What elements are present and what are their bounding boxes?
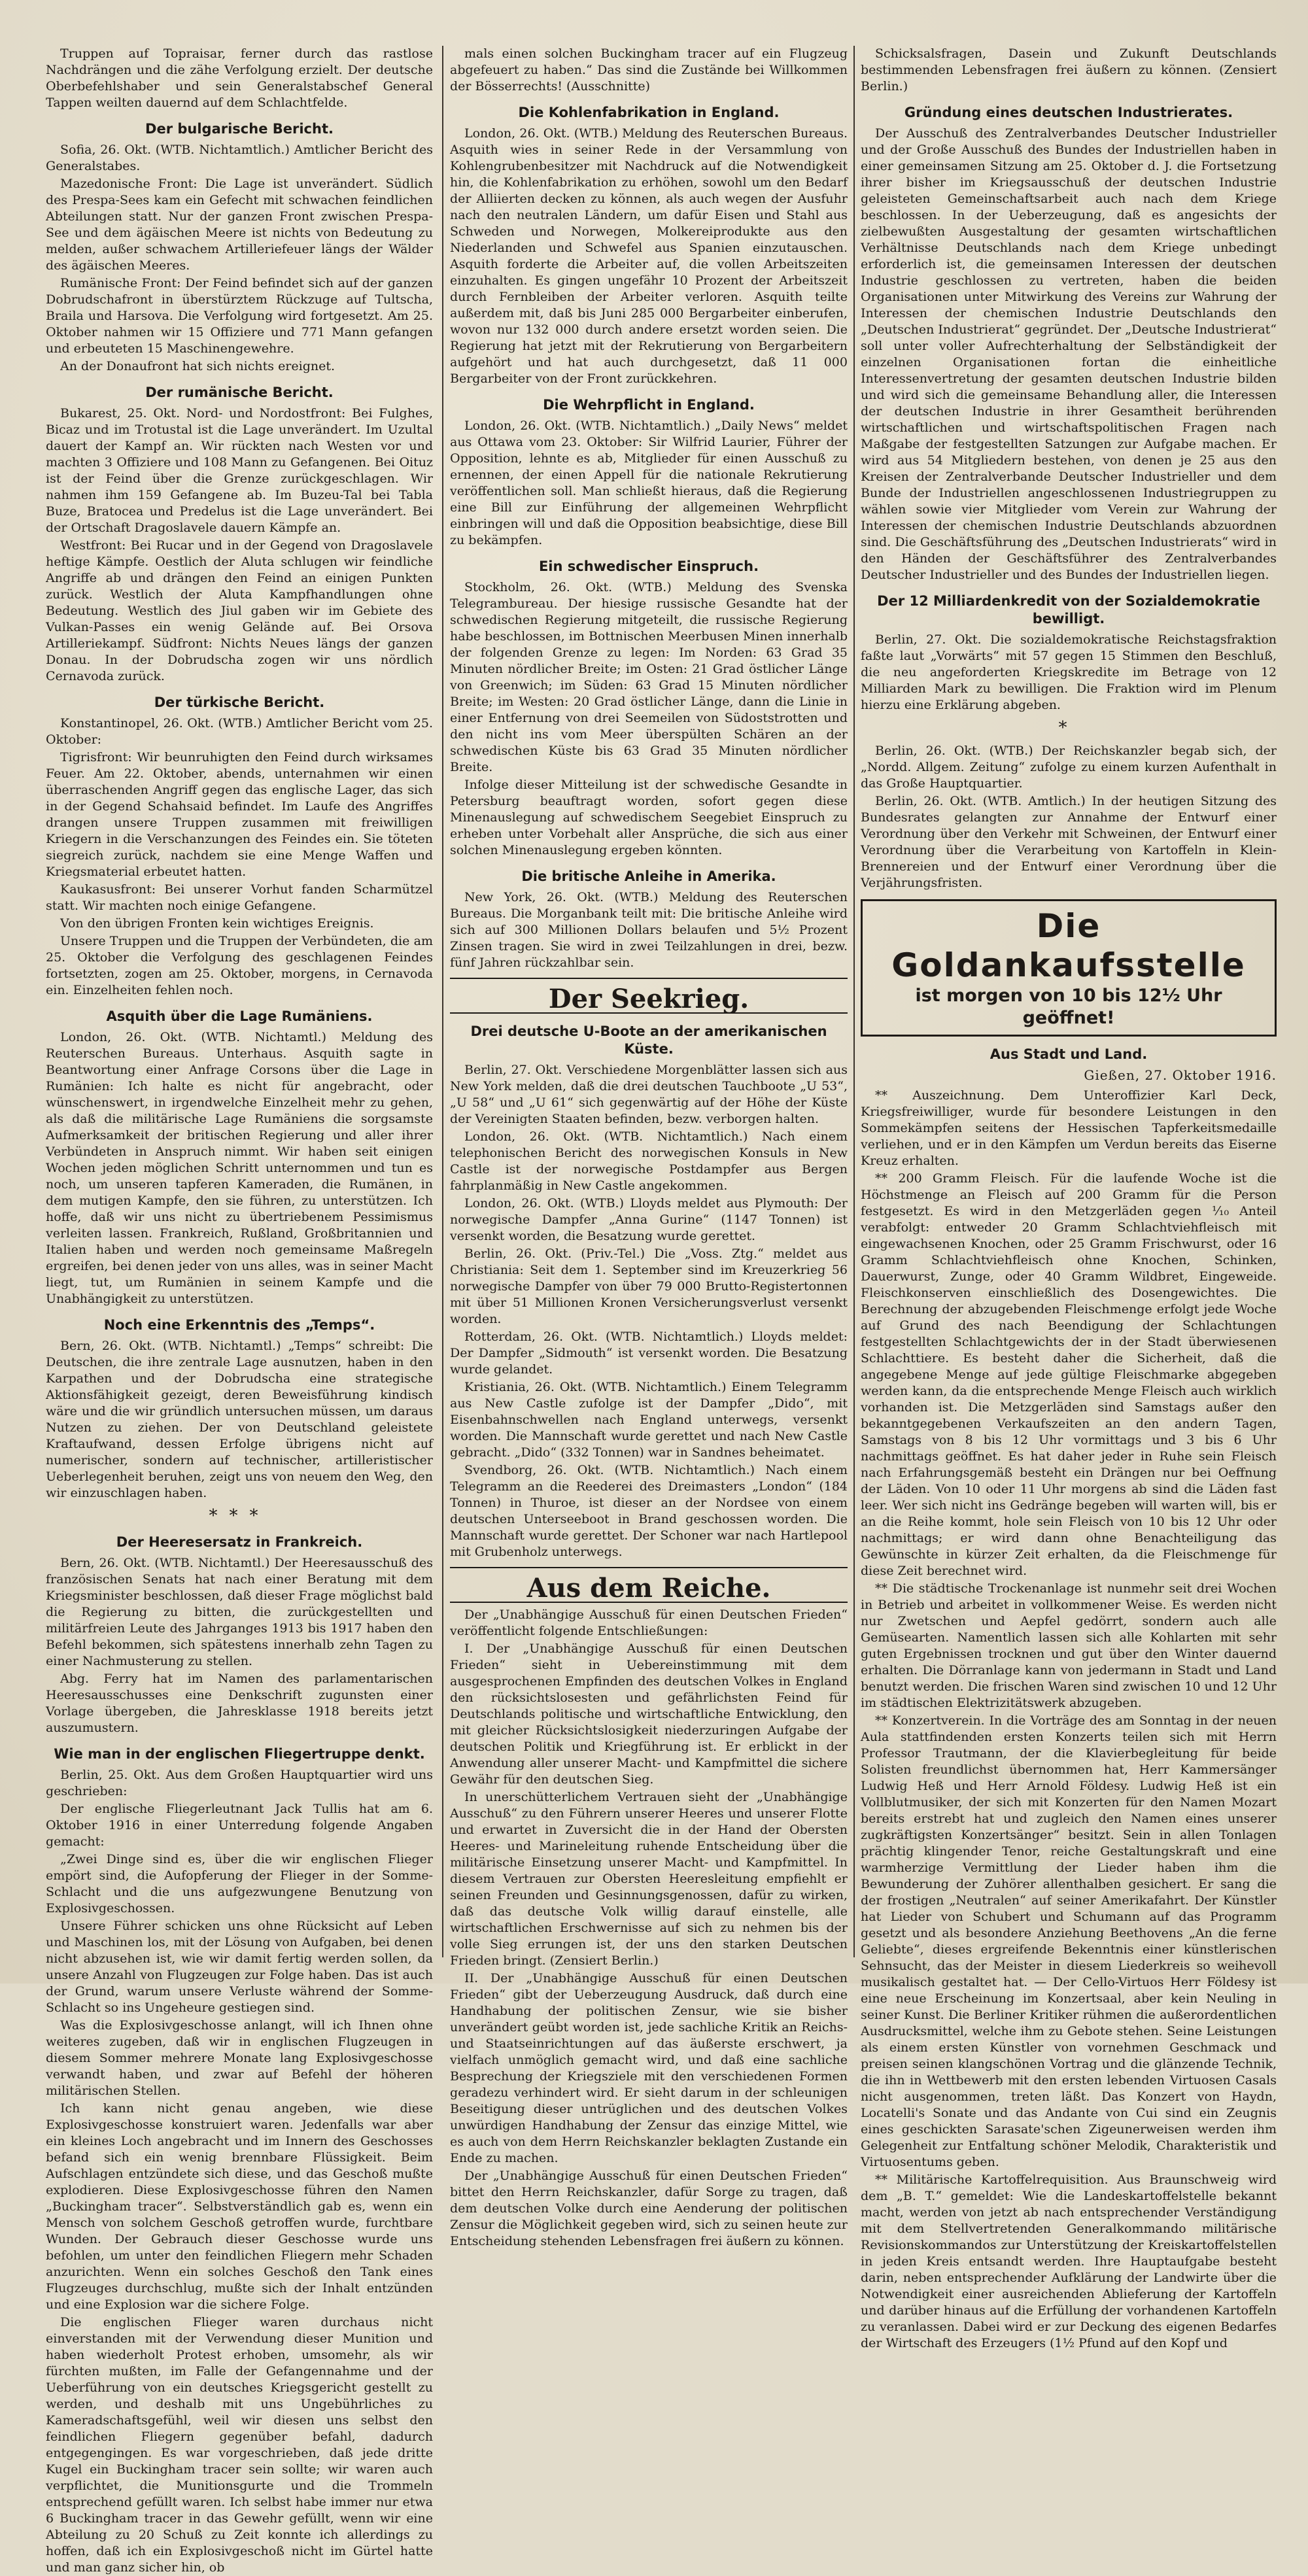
headline-asquith: Asquith über die Lage Rumäniens. xyxy=(106,1008,373,1024)
paragraph: Rotterdam, 26. Okt. (WTB. Nichtamtlich.) Lloyds meldet: Der Dampfer „Sidmouth“ ist versenkt worden. Die Besatzung wurde gelandet. xyxy=(450,1330,848,1377)
ad-subtitle: ist morgen von 10 bis 12½ Uhr geöffnet! xyxy=(915,986,1222,1028)
paragraph: Ich kann nicht genau angeben, wie diese Explosivgeschosse konstruiert waren. Jedenfalls war aber ein kleines Loch angebracht und im Innern des Geschosses befand sich ein wenig brennbare Flüssigkeit. Beim Aufschlagen entzündete sich diese, und das Geschoß mußte explodieren. Diese Explosivgeschosse führen den Namen „Buckingham tracer“. Selbstverständlich gab es, wenn ein Mensch von solchem Geschoß getroffen wurde, furchtbare Wunden. Der Gebrauch dieser Geschosse wurde uns befohlen, um unter den feindlichen Fliegern mehr Schaden anzurichten. Wenn ein solches Geschoß den Tank eines Flugzeuges durchschlug, mußte sich der Inhalt entzünden und eine Explosion war die sichere Folge. xyxy=(46,2101,433,2312)
headline-britische-anleihe: Die britische Anleihe in Amerika. xyxy=(521,868,776,884)
advertisement-goldankaufsstelle xyxy=(861,899,1277,1037)
paragraph: London, 26. Okt. (WTB. Nichtamtl.) Meldung des Reuterschen Bureaus. Unterhaus. Asquith sagte in Beantwortung einer Anfrage Corsons über die Lage in Rumänien: Ich halte es nicht für angebracht, oder wünschenswert, in irgendwelche Einzelheit mehr zu gehen, als daß die militärische Lage Rumäniens die sorgsamste Aufmerksamkeit der britischen Regierung und aller ihrer Verbündeten in Anspruch nimmt. Wir haben seit einigen Wochen jeden möglichen Schritt unternommen und tun es noch, um unseren tapferen Kameraden, die Rumänen, in dem mutigen Kampfe, den sie führen, zu unterstützen. Ich hoffe, daß wir uns nicht zu übertriebenem Pessimismus verleiten lassen. Frankreich, Rußland, Großbritannien und Italien haben und werden noch gemeinsame Maßregeln ergreifen, bei denen jeder von uns alles, was in seiner Macht liegt, tut, um Rumänien in seinem Kampfe und die Unabhängigkeit zu unterstützen. xyxy=(46,1030,433,1306)
paragraph: Infolge dieser Mitteilung ist der schwedische Gesandte in Petersburg beauftragt worden, sofort gegen diese Minenauslegung auf schwedischem Seegebiet Einspruch zu erheben unter Vorbehalt aller Ansprüche, die sich aus einer solchen Minenauslegung ergeben könnten. xyxy=(450,778,848,857)
paragraph: An der Donaufront hat sich nichts ereignet. xyxy=(60,359,336,373)
paragraph: Berlin, 26. Okt. (Priv.-Tel.) Die „Voss. Ztg.“ meldet aus Christiania: Seit dem 1. September sind im Kreuzerkrieg 56 norwegische Dampfer von über 79 000 Brutto-Registertonnen mit über 51 Millionen Kronen Versicherungsverlust versenkt worden. xyxy=(450,1246,848,1326)
headline-turkish-report: Der türkische Bericht. xyxy=(154,695,325,710)
paragraph: London, 26. Okt. (WTB. Nichtamtlich.) Nach einem telephonischen Bericht des norwegischen Konsuls in New Castle ist der norwegische Postdampfer aus Bergen fahrplanmäßig in New Castle angekommen. xyxy=(450,1129,848,1193)
paragraph: ** Konzertverein. In die Vorträge des am Sonntag in der neuen Aula stattfindenden ersten Konzerts teilen sich mit Herrn Professor Trautmann, der die Klavierbegleitung für beide Solisten freundlichst übernommen hat, Herr Kammersänger Ludwig Heß und Herr Arnold Földesy. Ludwig Heß ist ein Vollblutmusiker, der sich mit Konzerten für den Namen Mozart bereits erstrebt hat und zugleich den Namen eines unserer zugkräftigsten Konzertsänger“ besitzt. Sein in allen Tonlagen prächtig klingender Tenor, reiche Gestaltungskraft und eine warmherzige Vermittlung der Lieder haben ihm die Bewunderung der Zuhörer allenthalben gesichert. Er sang die der frostigen „Neutralen“ auf seiner Amerikafahrt. Der Künstler hat Lieder von Schubert und Schumann auf das Programm gesetzt und als besondere Anziehung Beethovens „An die ferne Geliebte“, dieses ergreifende Bekenntnis einer künstlerischen Sehnsucht, das der Meister in diesem Liederkreis so weihevoll musikalisch gestaltet hat. — Der Cello-Virtuos Herr Földesy ist eine neue Erscheinung im Konzertsaal, aber kein Neuling in seiner Kunst. Die Berliner Kritiker rühmen die außerordentlichen Ausdrucksmittel, welche ihm zu Gebote stehen. Seine Leistungen als einem ersten Künstler von vornehmen Geschmack und preisen seinen klangschönen Vortrag und die glänzende Technik, die ihn in Wettbewerb mit den ersten lebenden Virtuosen Casals nicht ausgenommen, treten läßt. Das Konzert von Haydn, Locatelli's Sonate und das Andante von Cui sind ein Zeugnis eines geschickten Sarasate'schen Zigeunerweisen werden ihm Gelegenheit zur Entfaltung schöner Melodik, Charakteristik und Virtuosentums geben. xyxy=(861,1713,1277,2169)
paragraph: Bern, 26. Okt. (WTB. Nichtamtl.) „Temps“ schreibt: Die Deutschen, die ihre zentrale Lage ausnutzen, haben in den Karpathen und der Dobrudscha eine strategische Aktionsfähigkeit gezeigt, deren Beweisführung kindisch wäre und die wir gründlich untersuchen müssen, um daraus Nutzen zu ziehen. Der von Deutschland geleistete Kraftaufwand, dessen Erfolge übrigens nicht auf numerischer, sondern auf technischer, artilleristischer Ueberlegenheit beruhen, zeigt uns von neuem den Weg, den wir einzuschlagen haben. xyxy=(46,1339,433,1500)
paragraph: Unsere Truppen und die Truppen der Verbündeten, die am 25. Oktober die Verfolgung des geschlagenen Feindes fortsetzten, zogen am 25. Oktober, morgens, in Cernavoda ein. Einzelheiten fehlen noch. xyxy=(46,934,433,997)
headline-schwedischer-einspruch: Ein schwedischer Einspruch. xyxy=(538,558,759,574)
headline-heeresersatz: Der Heeresersatz in Frankreich. xyxy=(116,1534,363,1550)
paragraph: Stockholm, 26. Okt. (WTB.) Meldung des Svenska Telegrambureau. Der hiesige russische Gesandte hat der schwedischen Regierung mitgeteilt, die russische Regierung habe beschlossen, im Bottnischen Meerbusen Minen innerhalb der folgenden Grenze zu legen: Im Norden: 63 Grad 35 Minuten nördlicher Breite; im Osten: 21 Grad östlicher Länge von Greenwich; im Süden: 63 Grad 15 Minuten nördlicher Breite; im Westen: 20 Grad östlicher Länge, dann die Linie in einer Entfernung von drei Seemeilen von Südoststrotten und den nicht ins vom Meer überspülten Schären an der schwedischen Küste bis 63 Grad 35 Minuten nördlicher Breite. xyxy=(450,580,848,774)
paragraph: ** Auszeichnung. Dem Unteroffizier Karl Deck, Kriegsfreiwilliger, wurde für besondere Leistungen in den Sommekämpfen seitens der Hessischen Tapferkeitsmedaille verliehen, und er in den Kämpfen um Verdun bereits das Eiserne Kreuz erhalten. xyxy=(861,1088,1277,1168)
paragraph: Der „Unabhängige Ausschuß für einen Deutschen Frieden“ bittet den Herrn Reichskanzler, dafür Sorge zu tragen, daß dem deutschen Volke durch eine Aenderung der politischen Zensur die Möglichkeit gegeben wird, sich zu seinen heute zur Entscheidung stehenden Lebensfragen frei äußern zu können. xyxy=(450,2169,848,2248)
paragraph: London, 26. Okt. (WTB.) Lloyds meldet aus Plymouth: Der norwegische Dampfer „Anna Gurine“ (1147 Tonnen) ist versenkt worden, die Besatzung wurde gerettet. xyxy=(450,1196,848,1243)
paragraph: ** 200 Gramm Fleisch. Für die laufende Woche ist die Höchstmenge an Fleisch auf 200 Gramm für die Person festgesetzt. Es wird in den Metzgerläden gegen ¹⁄₁₀ Anteil verabfolgt: entweder 20 Gramm Schlachtviehfleisch mit eingewachsenen Knochen, oder 25 Gramm Frischwurst, oder 16 Gramm Schlachtviehfleisch ohne Knochen, Schinken, Dauerwurst, Zunge, oder 40 Gramm Wildbret, Eingeweide. Fleischkonserven einschließlich des Dosengewichtes. Die Berechnung der abzugebenden Fleischmenge erfolgt jede Woche auf Grund des nach Beendigung der Schlachtungen festgestellten Schlachtgewichts der in der Stadt überwiesenen Schlachttiere. Es besteht daher die Sicherheit, daß die angegebene Menge auf jede gültige Fleischmarke abgegeben werden kann, da die entsprechende Menge Fleisch auch wirklich vorhanden ist. Die Metzgerläden sind Samstags außer den bekanntgegebenen Verkaufszeiten an den andern Tagen, Samstags von 8 bis 12 Uhr vormittags und 3 bis 6 Uhr nachmittags geöffnet. Es hat daher jeder in Ruhe sein Fleisch nach Erfahrungsgemäß besteht ein Drängen nur bei Oeffnung der Läden. Von 10 oder 11 Uhr morgens ab sind die Läden fast leer. Wer sich nicht ins Gedränge begeben will warten will, bis er an die Reihe kommt, hole sein Fleisch von 10 bis 12 Uhr oder nachmittags; er wird dann ohne Benachteiligung das Gewünschte in kürzer Zeit erhalten, da die Fleischmenge für diese Zeit berechnet wird. xyxy=(861,1171,1277,1578)
paragraph: Mazedonische Front: Die Lage ist unverändert. Südlich des Prespa-Sees kam ein Gefecht mit schwachen feindlichen Abteilungen statt. Nur der ganzen Front zwischen Prespa-See und dem ägäischen Meere ist nichts von Bedeutung zu melden, außer schwachem Artilleriefeuer längs der Wälder des ägäischen Meeres. xyxy=(46,177,433,273)
paragraph: Berlin, 25. Okt. Aus dem Großen Hauptquartier wird uns geschrieben: xyxy=(46,1768,433,1798)
paragraph: Berlin, 26. Okt. (WTB. Amtlich.) In der heutigen Sitzung des Bundesrates gelangten zur Annahme der Entwurf einer Verordnung über den Verkehr mit Schweinen, der Entwurf einer Verordnung über die Verarbeitung von Kartoffeln in Klein-Brennereien und der Entwurf einer Verordnung über die Verjährungsfristen. xyxy=(861,794,1277,890)
paragraph: Rumänische Front: Der Feind befindet sich auf der ganzen Dobrudschafront in überstürztem Rückzuge auf Tultscha, Braila und Harsova. Die Verfolgung wird fortgesetzt. Am 25. Oktober nahmen wir 15 Offiziere und 771 Mann gefangen und erbeuteten 15 Maschinengewehre. xyxy=(46,276,433,356)
headline-romanian-report: Der rumänische Bericht. xyxy=(145,385,334,400)
section-separator: *** xyxy=(209,1506,270,1526)
headline-stadt-und-land: Aus Stadt und Land. xyxy=(990,1046,1148,1062)
column-2 xyxy=(450,46,848,2248)
paragraph: Kaukasusfront: Bei unserer Vorhut fanden Scharmützel statt. Wir machten noch einige Gefangene. xyxy=(46,882,433,913)
paragraph: Kristiania, 26. Okt. (WTB. Nichtamtlich.) Einem Telegramm aus New Castle zufolge ist der Dampfer „Dido“, mit Eisenbahnschwellen nach England unterwegs, versenkt worden. Die Mannschaft wurde gerettet und nach New Castle gebracht. „Dido“ (332 Tonnen) war in Sandnes beheimatet. xyxy=(450,1380,848,1460)
column-1 xyxy=(46,46,433,2575)
paragraph: Svendborg, 26. Okt. (WTB. Nichtamtlich.) Nach einem Telegramm an die Reederei des Dreimasters „London“ (184 Tonnen) in Thuroe, ist dieser an der Nordsee von einem deutschen Unterseeboot in Brand geschossen worden. Die Mannschaft wurde gerettet. Der Schoner war nach Hartlepool mit Grubenholz unterwegs. xyxy=(450,1463,848,1559)
paragraph: In unerschütterlichem Vertrauen sieht der „Unabhängige Ausschuß“ zu den Führern unserer Heeres und unserer Flotte und erwartet in Zuversicht die in der Hand der Obersten Heeres- und Marineleitung ruhende Entscheidung über die militärische Einsetzung unserer Macht- und Kampfmittel. In diesem Vertrauen zur Obersten Heeresleitung empfiehlt er seinen Freunden und Gesinnungsgenossen, dafür zu wirken, daß das deutsche Volk willig darauf einstelle, alle wirtschaftlichen Erschwernisse auf sich zu nehmen bis der volle Sieg errungen ist, der uns den starken Deutschen Frieden bringt. (Zensiert Berlin.) xyxy=(450,1790,848,1968)
paragraph: Konstantinopel, 26. Okt. (WTB.) Amtlicher Bericht vom 25. Oktober: xyxy=(46,716,433,747)
paragraph: Bern, 26. Okt. (WTB. Nichtamtl.) Der Heeresausschuß des französischen Senats hat nach einer Beratung mit dem Kriegsminister beschlossen, daß dieser Frage möglichst bald die Regierung zu bitten, die zurückgestellten und militärfreien Leute des Jahrganges 1913 bis 1917 haben den Befehl bekommen, sich spätestens innerhalb zehn Tagen zu einer Nachmusterung zu stellen. xyxy=(46,1556,433,1668)
paragraph: Unsere Führer schicken uns ohne Rücksicht auf Leben und Maschinen los, mit der Lösung von Aufgaben, bei denen nicht abzusehen ist, wie wir damit fertig werden sollen, da unsere Anzahl von Flugzeugen zur Folge haben. Das ist auch der Grund, warum unsere Verluste während der Somme-Schlacht so ins Ungeheure gestiegen sind. xyxy=(46,1919,433,2015)
headline-kohlenfabrikation: Die Kohlenfabrikation in England. xyxy=(518,105,780,120)
paragraph: Die englischen Flieger waren durchaus nicht einverstanden mit der Verwendung dieser Munition und haben wiederholt Protest erhoben, umsomehr, als wir fürchten mußten, im Falle der Gefangennahme und der Ueberführung von ein deutsches Kriegsgericht gestellt zu werden, und deshalb mit uns Ungebührliches zu Kameradschaftsgefühl, weil wir diesen uns selbst den feindlichen Fliegern gegenüber befahl, dadurch entgegengingen. Es war vorgeschrieben, daß jede dritte Kugel ein Buckingham tracer sein sollte; wir waren auch verpflichtet, die Munitionsgurte und die Trommeln entsprechend gefüllt waren. Ich selbst habe immer nur etwa 6 Buckingham tracer in das Gewehr gefüllt, wenn wir eine Abteilung zu 20 Schuß zu Zeit konnte ich allerdings zu hoffen, daß ich ein Explosivgeschoß nicht im Gürtel hatte und man ganz sicher hin, ob xyxy=(46,2315,433,2575)
paragraph: Bukarest, 25. Okt. Nord- und Nordostfront: Bei Fulghes, Bicaz und im Trotustal ist die Lage unverändert. Im Uzultal dauert der Kampf an. Wir rückten nach Westen vor und machten 3 Offiziere und 108 Mann zu Gefangenen. Bei Oituz ist der Feind über die Grenze zurückgeschlagen. Wir nahmen ihm 159 Gefangene ab. Im Buzeu-Tal bei Tabla Buze, Bratocea und Predelus ist die Lage unverändert. Bei der Ortschaft Dragoslavele dauern Kämpfe an. xyxy=(46,406,433,535)
paragraph: Von den übrigen Fronten kein wichtiges Ereignis. xyxy=(60,916,374,931)
section-title-reich: Aus dem Reiche. xyxy=(526,1573,771,1604)
paragraph: Westfront: Bei Rucar und in der Gegend von Dragoslavele heftige Kämpfe. Oestlich der Aluta schlugen wir feindliche Angriffe ab und drängen den Feind an einigen Punkten zurück. Westlich der Aluta Kampfhandlungen ohne Bedeutung. Westlich des Jiul gaben wir im Gebiete des Vulkan-Passes ein wenig Gelände auf. Bei Orsova Artilleriekampf. Südfront: Nichts Neues längs der ganzen Donau. In der Dobrudscha zogen wir uns nördlich Cernavoda zurück. xyxy=(46,538,433,683)
subheadline-u-boote: Drei deutsche U-Boote an der amerikanischen Küste. xyxy=(470,1023,827,1057)
headline-temps: Noch eine Erkenntnis des „Temps“. xyxy=(103,1317,375,1333)
paragraph: ** Die städtische Trockenanlage ist nunmehr seit drei Wochen in Betrieb und arbeitet in vollkommener Weise. Es werden nicht nur Zwetschen und Aepfel gedörrt, sondern auch alle Gemüsearten. Namentlich lassen sich alle Kohlarten mit sehr guten Ergebnissen trocknen und gut über den Winter dauernd erhalten. Die Dörranlage kann von jedermann in Stadt und Land benutzt werden. Die frischen Waren sind zwischen 10 und 12 Uhr im städtischen Elektrizitätswerk abzugeben. xyxy=(861,1581,1277,1710)
paragraph: I. Der „Unabhängige Ausschuß für einen Deutschen Frieden“ sieht in Uebereinstimmung mit dem ausgesprochenen Empfinden des deutschen Volkes in England den rücksichtslosesten und gefährlichsten Feind für Deutschlands politische und wirtschaftliche Entwicklung, den mit gleicher Rücksichtslosigkeit niederzuringen Aufgabe der deutschen Politik und Kriegführung ist. Er erblickt in der Anwendung aller unserer Macht- und Kampfmittel die sichere Gewähr für den deutschen Sieg. xyxy=(450,1641,848,1787)
column-3 xyxy=(861,46,1277,2350)
column-rule xyxy=(442,46,443,1957)
paragraph: Der Ausschuß des Zentralverbandes Deutscher Industrieller und der Große Ausschuß des Bundes der Industriellen haben in einer gemeinsamen Sitzung am 25. Oktober d. J. die Fortsetzung ihrer bisher im Kriegsausschuß der deutschen Industrie geleisteten Gemeinschaftsarbeit auch nach dem Kriege beschlossen. In der Ueberzeugung, daß es angesichts der zielbewußten Ausgestaltung der gesamten wirtschaftlichen Verhältnisse Deutschlands nach dem Kriege unbedingt erforderlich ist, die gemeinsamen Interessen der deutschen Industrie geschlossen zu vertreten, haben die beiden Organisationen unter Mitwirkung des Vereins zur Wahrung der Interessen der chemischen Industrie Deutschlands den „Deutschen Industrierat“ gegründet. Der „Deutsche Industrierat“ soll unter voller Aufrechterhaltung der Selbständigkeit der einzelnen Organisationen fortan die einheitliche Interessenvertretung der gesamten deutschen Industrie bilden und wird sich die gemeinsame Behandlung aller, die Interessen der deutschen Industrie in ihrer Gesamtheit berührenden wirtschaftlichen und wirtschaftspolitischen Fragen nach Maßgabe der festgestellten Satzungen zur Aufgabe machen. Er wird aus 54 Mitgliedern bestehen, von denen je 25 aus den Kreisen der Zentralverbande Deutscher Industrieller und dem Bunde der Industriellen angeschlossenen Industriegruppen zu wählen sowie vier Mitglieder vom Verein zur Wahrung der Interessen der chemischen Industrie Deutschlands abzuordnen sind. Die Geschäftsführung des „Deutschen Industrierats“ wird in den Händen der Geschäftsführer des Zentralverbandes Deutscher Industrieller und des Bundes der Industriellen liegen. xyxy=(861,126,1277,582)
dateline: Gießen, 27. Oktober 1916. xyxy=(1084,1067,1277,1083)
paragraph: Tigrisfront: Wir beunruhigten den Feind durch wirksames Feuer. Am 22. Oktober, abends, unternahmen wir einen überraschenden Angriff gegen das englische Lager, das sich in der Gegend Schahsaid befindet. Im Laufe des Angriffes drangen unsere Truppen zusammen mit freiwilligen Kriegern in die Verschanzungen des Feindes ein. Sie töteten siegreich zurück, nachdem sie eine Menge Waffen und Kriegsmaterial erbeutet hatten. xyxy=(46,750,433,879)
section-seekrieg xyxy=(450,978,848,1014)
section-reich xyxy=(450,1567,848,1603)
paragraph: Berlin, 27. Okt. Die sozialdemokratische Reichstagsfraktion faßte laut „Vorwärts“ mit 57 gegen 15 Stimmen den Beschluß, die neu angeforderten Kriegskredite im Betrage von 12 Milliarden Mark zu bewilligen. Die Fraktion wird im Plenum hierzu eine Erklärung abgeben. xyxy=(861,632,1277,712)
paragraph: II. Der „Unabhängige Ausschuß für einen Deutschen Frieden“ gibt der Ueberzeugung Ausdruck, daß durch eine Handhabung der politischen Zensur, wie sie bisher unverändert geübt worden ist, jede sachliche Kritik an Reichs- und Staatseinrichtungen auf das äußerste erschwert, ja vielfach unmöglich gemacht wird, und daß eine sachliche Besprechung der Kriegsziele mit den verschiedenen Formen geradezu verhindert wird. Er sieht darum in der schleunigen Beseitigung dieser untrüglichen und des deutschen Volkes unwürdigen Handhabung der Zensur das einzige Mittel, wie es auch von dem Herrn Reichskanzler beklagten Zustande ein Ende zu machen. xyxy=(450,1971,848,2165)
section-title-seekrieg: Der Seekrieg. xyxy=(548,984,749,1014)
article-continuation: Schicksalsfragen, Dasein und Zukunft Deutschlands bestimmenden Lebensfragen frei äußern zu können. (Zensiert Berlin.) xyxy=(861,46,1277,94)
paragraph: Berlin, 26. Okt. (WTB.) Der Reichskanzler begab sich, der „Nordd. Allgem. Zeitung“ zufolge zu einem kurzen Aufenthalt in das Große Hauptquartier. xyxy=(861,744,1277,791)
headline-wehrpflicht: Die Wehrpflicht in England. xyxy=(543,397,755,413)
column-rule xyxy=(853,46,855,1957)
paragraph: „Zwei Dinge sind es, über die wir englischen Flieger empört sind, die Aufopferung der Flieger in der Somme-Schlacht und die uns aufgezwungene Benutzung von Explosivgeschossen. xyxy=(46,1852,433,1915)
section-separator: * xyxy=(1058,718,1079,738)
paragraph: London, 26. Okt. (WTB. Nichtamtlich.) „Daily News“ meldet aus Ottawa vom 23. Oktober: Sir Wilfrid Laurier, Führer der Opposition, lehnte es ab, Mitglieder für einen Ausschuß zu ernennen, der einen Appell für die nationale Rekrutierung veröffentlichen soll. Man schließt hieraus, daß die Regierung eine Bill zur Einführung der allgemeinen Wehrpflicht einbringen will und daß die Opposition beabsichtige, diese Bill zu bekämpfen. xyxy=(450,419,848,547)
headline-milliardenkredit: Der 12 Milliardenkredit von der Sozialdemokratie bewilligt. xyxy=(877,593,1260,627)
article-continuation: Truppen auf Topraisar, ferner durch das rastlose Nachdrängen und die zähe Verfolgung erzielt. Der deutsche Oberbefehlshaber und sein Generalstabschef General Tappen weilten dauernd auf dem Schlachtfelde. xyxy=(46,46,433,110)
paragraph: Der „Unabhängige Ausschuß für einen Deutschen Frieden“ veröffentlicht folgende Entschließungen: xyxy=(450,1607,848,1638)
paragraph: New York, 26. Okt. (WTB.) Meldung des Reuterschen Bureaus. Die Morganbank teilt mit: Die britische Anleihe wird sich auf 300 Millionen Dollars belaufen und 5½ Prozent Zinsen tragen. Sie wird in zwei Teilzahlungen in drei, bezw. fünf Jahren rückzahlbar sein. xyxy=(450,890,848,970)
paragraph: Was die Explosivgeschosse anlangt, will ich Ihnen ohne weiteres zugeben, daß wir in englischen Flugzeugen in diesem Sommer mehrere Monate lang Explosivgeschosse verwandt haben, und zwar auf Befehl der höheren militärischen Stellen. xyxy=(46,2018,433,2098)
paragraph: Berlin, 27. Okt. Verschiedene Morgenblätter lassen sich aus New York melden, daß die drei deutschen Tauchboote „U 53“, „U 58“ und „U 61“ sich gegenwärtig auf der Höhe der Küste der Vereinigten Staaten befinden, bezw. verborgen halten. xyxy=(450,1063,848,1126)
paragraph: Sofia, 26. Okt. (WTB. Nichtamtlich.) Amtlicher Bericht des Generalstabes. xyxy=(46,143,433,173)
paragraph: London, 26. Okt. (WTB.) Meldung des Reuterschen Bureaus. Asquith wies in seiner Rede in der Versammlung von Kohlengrubenbesitzer mit Nachdruck auf die Notwendigkeit hin, die Kohlenfabrikation zu erhöhen, sowohl um den Bedarf der Alliierten decken zu können, als auch wegen der Ausfuhr nach den neutralen Ländern, um dafür Eisen und Stahl aus Schweden und Norwegen, Molkereiprodukte aus den Niederlanden und Schwefel aus Spanien einzutauschen. Asquith forderte die Arbeiter auf, die vollen Arbeitszeiten einzuhalten. Es gingen ungefähr 10 Prozent der Arbeitszeit durch Fernbleiben der Arbeiter verloren. Asquith teilte außerdem mit, daß bis Juni 285 000 Bergarbeiter einberufen, wovon nur 132 000 durch andere ersetzt worden seien. Die Regierung hat jetzt mit der Rekrutierung von Bergarbeitern aufgehört und hat auch durchgesetzt, daß 11 000 Bergarbeiter von der Front zurückkehren. xyxy=(450,126,848,386)
article-continuation: mals einen solchen Buckingham tracer auf ein Flugzeug abgefeuert zu haben.“ Das sind die Zustände bei Willkommen der Bösserrechts! (Ausschnitte) xyxy=(450,46,848,94)
paragraph: ** Militärische Kartoffelrequisition. Aus Braunschweig wird dem „B. T.“ gemeldet: Wie die Landeskartoffelstelle bekannt macht, werden von jetzt ab nach entsprechender Verständigung mit dem Stellvertretenden Generalkommando militärische Revisionskommandos zur Unterstützung der Kreiskartoffelstellen in jeden Kreis entsandt werden. Ihre Hauptaufgabe besteht darin, neben entsprechender Aufklärung der Landwirte über die Notwendigkeit einer ausreichenden Ablieferung der Kartoffeln und darüber hinaus auf die Erfüllung der vorhandenen Kartoffeln zu veranlassen. Dabei wird er zur Deckung des eigenen Bedarfes der Wirtschaft des Erzeugers (1½ Pfund auf den Kopf und xyxy=(861,2172,1277,2350)
headline-bulgarian-report: Der bulgarische Bericht. xyxy=(145,121,334,137)
ad-title: Die Goldankaufsstelle xyxy=(891,907,1246,984)
paragraph: Der englische Fliegerleutnant Jack Tullis hat am 6. Oktober 1916 in einer Unterredung folgende Angaben gemacht: xyxy=(46,1802,433,1849)
headline-fliegertruppe: Wie man in der englischen Fliegertruppe denkt. xyxy=(54,1746,425,1762)
headline-industrierat: Gründung eines deutschen Industrierates. xyxy=(904,105,1233,120)
paragraph: Abg. Ferry hat im Namen des parlamentarischen Heeresausschusses eine Denkschrift zugunsten einer Vorlage übergeben, die Jahresklasse 1918 bereits jetzt auszumustern. xyxy=(46,1672,433,1735)
